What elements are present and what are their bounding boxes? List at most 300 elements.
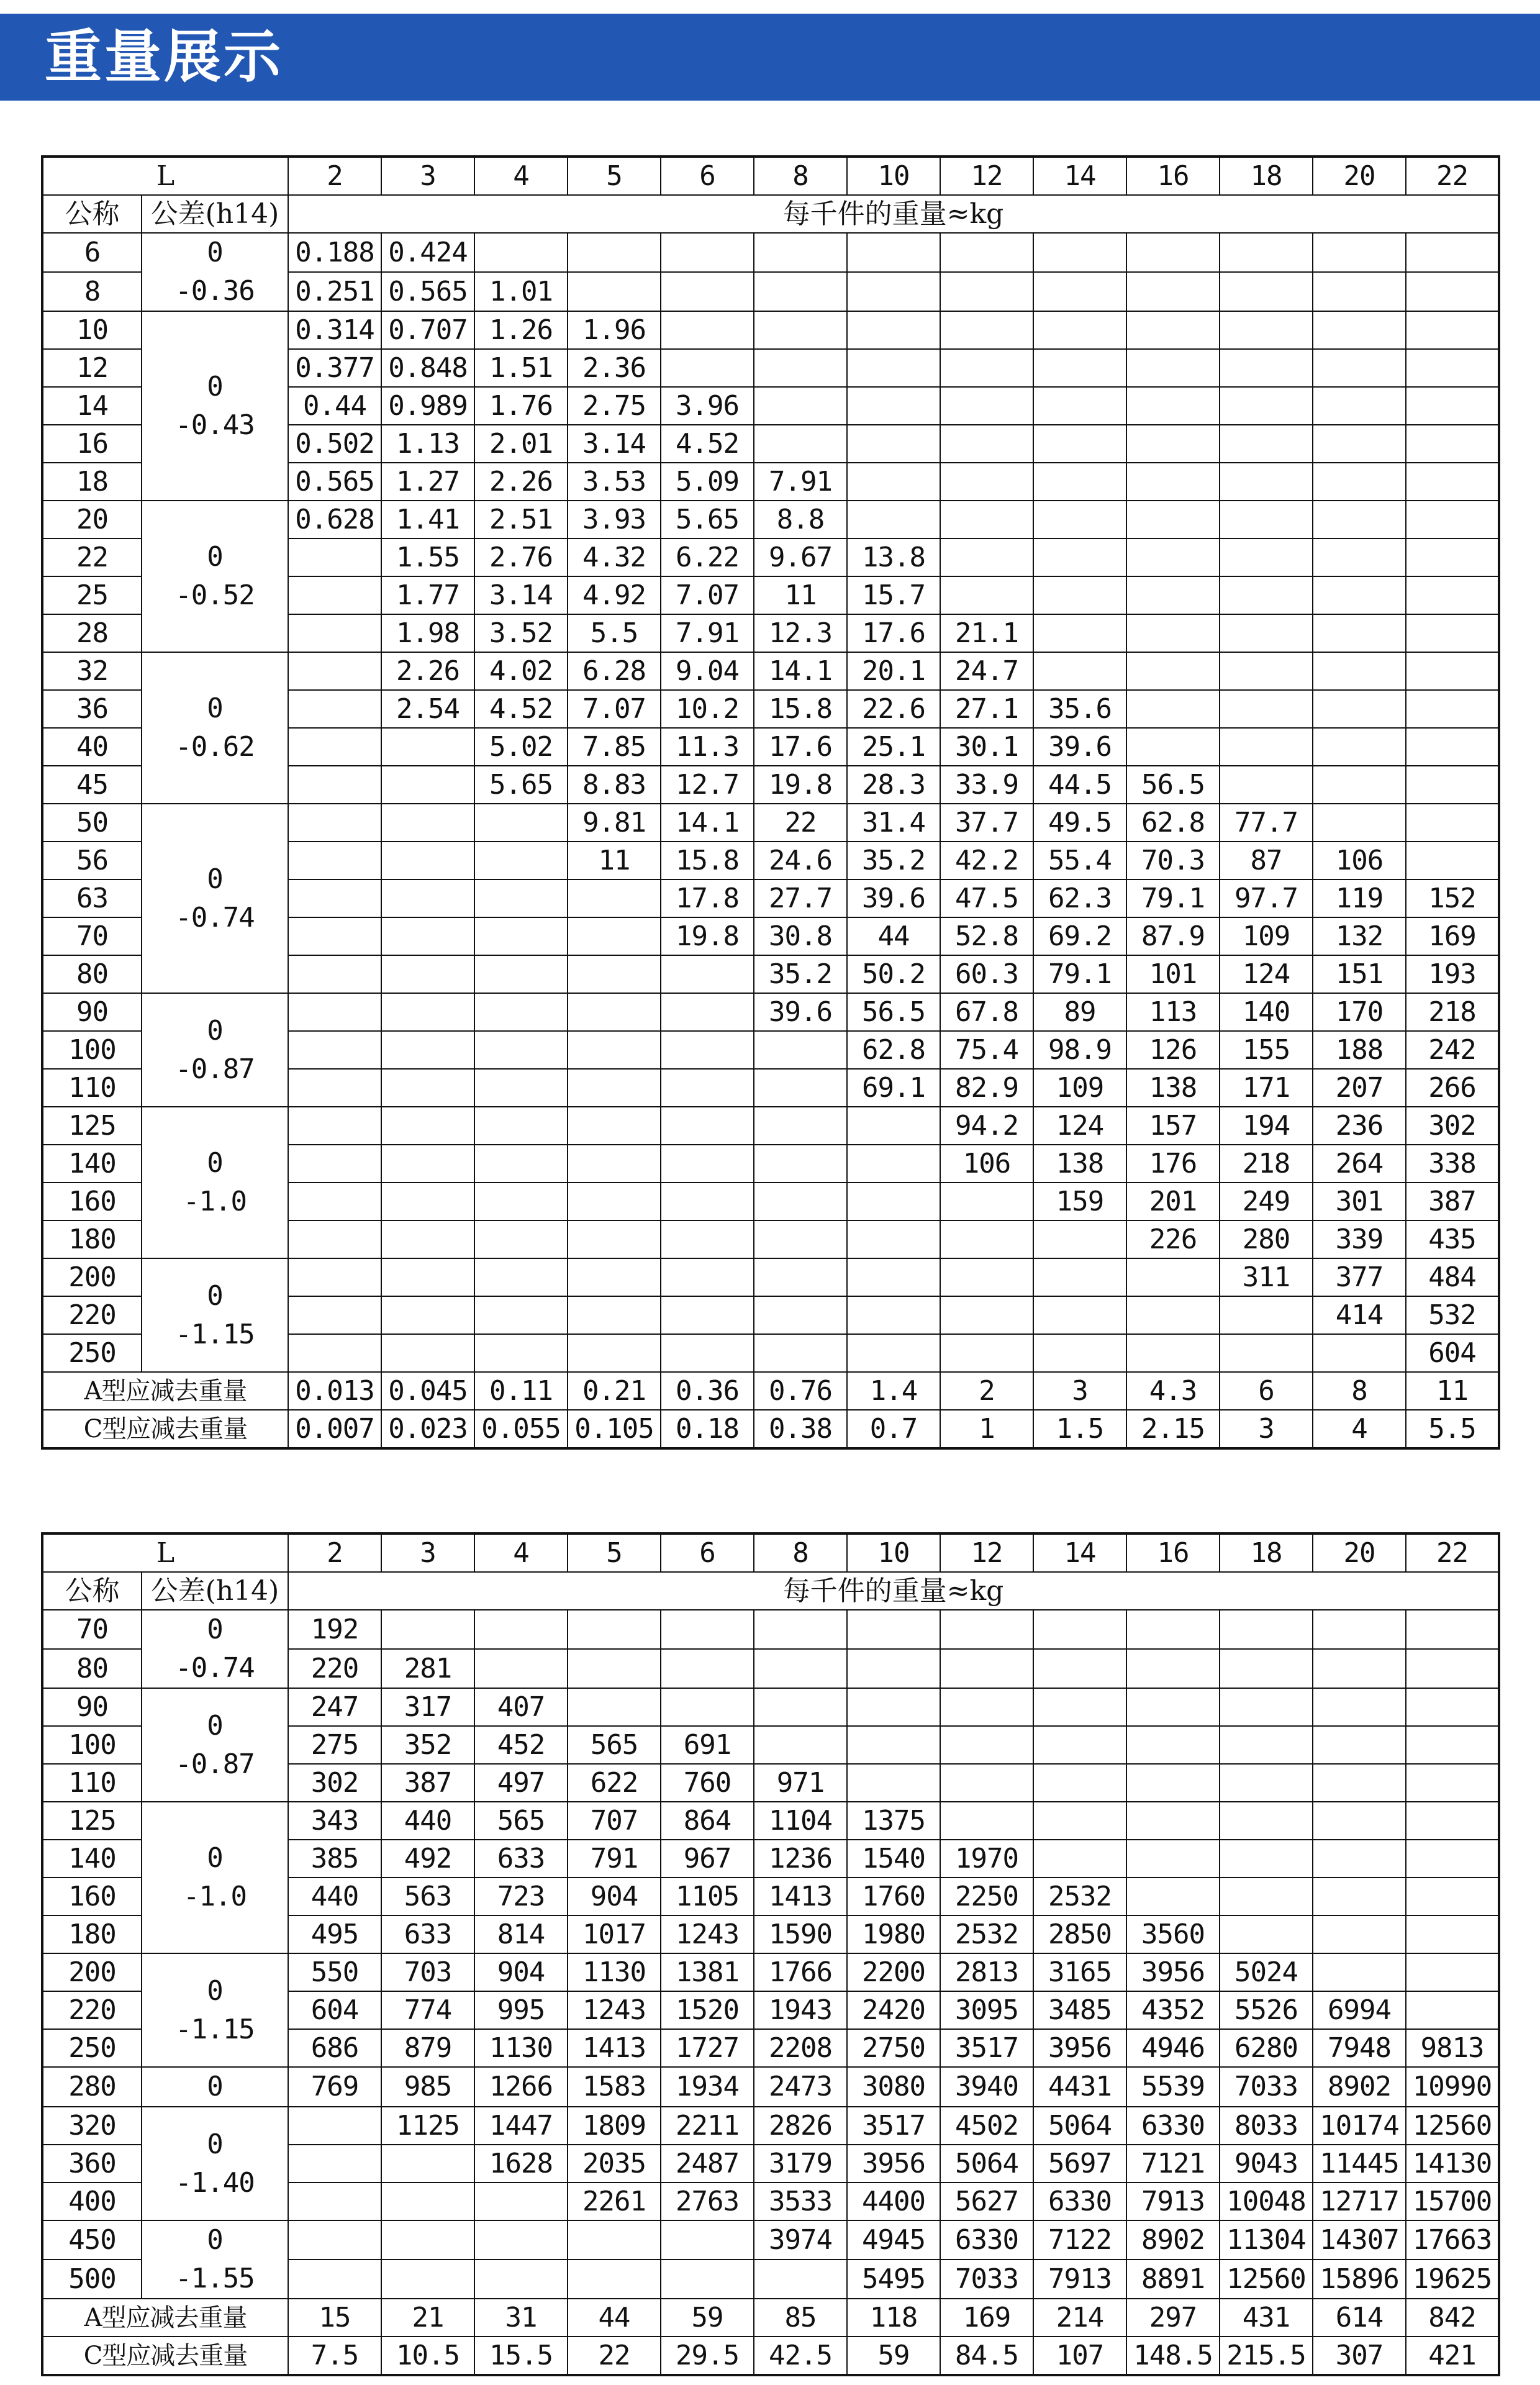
weight-cell: 132 [1313, 917, 1406, 955]
tolerance-upper: 0 [207, 2071, 223, 2102]
deduction-cell: 148.5 [1126, 2337, 1220, 2375]
weight-cell [1033, 576, 1126, 614]
weight-cell: 0.377 [288, 349, 381, 387]
tolerance-upper: 0 [207, 1147, 223, 1179]
deduction-cell: 6 [1220, 1372, 1313, 1410]
weight-cell: 8.8 [754, 501, 847, 538]
weight-cell [288, 2183, 381, 2220]
weight-cell: 1628 [474, 2145, 568, 2183]
deduction-label: C型应减去重量 [42, 1410, 288, 1448]
weight-cell: 98.9 [1033, 1031, 1126, 1069]
weight-cell: 6280 [1220, 2029, 1313, 2067]
weight-cell [847, 463, 940, 501]
weight-cell: 42.2 [940, 842, 1033, 879]
weight-cell [288, 690, 381, 728]
weight-cell [1220, 349, 1313, 387]
length-header: 12 [940, 1533, 1033, 1572]
weight-cell: 11304 [1220, 2220, 1313, 2260]
weight-cell: 31.4 [847, 804, 940, 842]
weight-cell [1406, 766, 1499, 804]
weight-cell: 8891 [1126, 2260, 1220, 2299]
weight-cell [288, 614, 381, 652]
weight-cell: 9813 [1406, 2029, 1499, 2067]
weight-cell: 1375 [847, 1802, 940, 1840]
weight-cell: 343 [288, 1802, 381, 1840]
weight-cell [568, 1610, 661, 1649]
weight-cell [1220, 1688, 1313, 1726]
deduction-cell: 118 [847, 2299, 940, 2337]
weight-cell: 7.07 [568, 690, 661, 728]
tolerance-upper: 0 [207, 1842, 223, 1874]
table-row [42, 1802, 1499, 1840]
tolerance-cell [142, 1688, 288, 1802]
page-title: 重量展示 [45, 24, 284, 90]
weight-cell [1406, 1649, 1499, 1688]
nominal-diameter: 45 [42, 766, 142, 804]
weight-cell: 169 [1406, 917, 1499, 955]
weight-cell: 0.44 [288, 387, 381, 425]
weight-cell: 604 [1406, 1334, 1499, 1372]
weight-cell [1126, 690, 1220, 728]
weight-cell [1313, 804, 1406, 842]
weight-cell: 7.07 [661, 576, 754, 614]
weight-cell: 17.8 [661, 879, 754, 917]
weight-cell: 1.55 [381, 538, 474, 576]
weight-cell: 1.98 [381, 614, 474, 652]
weight-cell: 37.7 [940, 804, 1033, 842]
weight-cell: 12.7 [661, 766, 754, 804]
weight-cell: 7948 [1313, 2029, 1406, 2067]
weight-cell [1313, 387, 1406, 425]
weight-cell: 3940 [940, 2067, 1033, 2107]
deduction-cell: 0.7 [847, 1410, 940, 1448]
weight-cell [847, 1183, 940, 1220]
weight-cell: 3956 [847, 2145, 940, 2183]
weight-cell: 218 [1220, 1145, 1313, 1183]
weight-cell [661, 2220, 754, 2260]
weight-cell: 56.5 [1126, 766, 1220, 804]
deduction-cell: 15 [288, 2299, 381, 2337]
weight-cell: 39.6 [847, 879, 940, 917]
tolerance-cell [142, 233, 288, 311]
weight-cell: 302 [288, 1764, 381, 1802]
weight-cell: 124 [1220, 955, 1313, 993]
table-row [42, 1258, 1499, 1296]
weight-cell: 2826 [754, 2107, 847, 2145]
weight-cell: 249 [1220, 1183, 1313, 1220]
weight-cell [661, 1649, 754, 1688]
tolerance-upper: 0 [207, 1709, 223, 1742]
weight-cell [288, 538, 381, 576]
tolerance-upper: 0 [207, 541, 223, 573]
weight-cell: 338 [1406, 1145, 1499, 1183]
tolerance-lower: -0.52 [175, 579, 255, 611]
weight-cell [1033, 1649, 1126, 1688]
weight-cell [568, 272, 661, 311]
weight-cell: 79.1 [1126, 879, 1220, 917]
weight-cell [1313, 652, 1406, 690]
weight-cell [568, 2220, 661, 2260]
weight-cell: 3974 [754, 2220, 847, 2260]
weight-cell: 2.54 [381, 690, 474, 728]
weight-cell: 686 [288, 2029, 381, 2067]
nominal-diameter: 20 [42, 501, 142, 538]
weight-cell [381, 804, 474, 842]
weight-cell [288, 993, 381, 1031]
tolerance-header: 公差(h14) [142, 1572, 288, 1610]
nominal-diameter: 100 [42, 1031, 142, 1069]
weight-cell: 218 [1406, 993, 1499, 1031]
weight-cell: 97.7 [1220, 879, 1313, 917]
weight-cell: 266 [1406, 1069, 1499, 1107]
weight-cell [1220, 690, 1313, 728]
weight-cell: 170 [1313, 993, 1406, 1031]
weight-cell [1126, 463, 1220, 501]
weight-cell [754, 1031, 847, 1069]
length-header: 4 [474, 1533, 568, 1572]
weight-cell: 159 [1033, 1183, 1126, 1220]
weight-cell: 1130 [474, 2029, 568, 2067]
weight-cell [847, 1649, 940, 1688]
weight-cell [1126, 387, 1220, 425]
weight-cell: 30.8 [754, 917, 847, 955]
weight-cell: 1105 [661, 1878, 754, 1915]
weight-cell [661, 1334, 754, 1372]
weight-table-small [41, 155, 1500, 1450]
weight-cell: 1243 [661, 1915, 754, 1953]
deduction-cell: 3 [1033, 1372, 1126, 1410]
nominal-diameter: 25 [42, 576, 142, 614]
nominal-diameter: 500 [42, 2260, 142, 2299]
weight-cell: 8902 [1126, 2220, 1220, 2260]
weight-cell [1313, 1649, 1406, 1688]
weight-cell: 9043 [1220, 2145, 1313, 2183]
weight-cell: 760 [661, 1764, 754, 1802]
weight-cell: 879 [381, 2029, 474, 2067]
weight-cell [1220, 1649, 1313, 1688]
weight-cell [381, 2260, 474, 2299]
deduction-cell: 11 [1406, 1372, 1499, 1410]
weight-cell: 19.8 [754, 766, 847, 804]
weight-cell: 14.1 [661, 804, 754, 842]
weight-cell: 497 [474, 1764, 568, 1802]
weight-cell: 44 [847, 917, 940, 955]
subheader-row [42, 195, 1499, 233]
weight-cell [474, 955, 568, 993]
weight-cell [661, 311, 754, 349]
weight-cell: 1520 [661, 1991, 754, 2029]
weight-cell: 10990 [1406, 2067, 1499, 2107]
weight-cell [568, 1220, 661, 1258]
weight-cell: 39.6 [754, 993, 847, 1031]
weight-cell [474, 1649, 568, 1688]
weight-cell [1406, 1953, 1499, 1991]
weight-cell [940, 1726, 1033, 1764]
weight-cell [940, 1688, 1033, 1726]
weight-cell: 2261 [568, 2183, 661, 2220]
deduction-cell: 214 [1033, 2299, 1126, 2337]
weight-cell: 281 [381, 1649, 474, 1688]
weight-cell: 2200 [847, 1953, 940, 1991]
weight-cell [568, 1296, 661, 1334]
weight-cell: 3956 [1033, 2029, 1126, 2067]
weight-cell: 7033 [940, 2260, 1033, 2299]
weight-cell: 1760 [847, 1878, 940, 1915]
weight-cell: 13.8 [847, 538, 940, 576]
weight-cell [288, 1258, 381, 1296]
weight-cell: 5.5 [568, 614, 661, 652]
weight-cell: 82.9 [940, 1069, 1033, 1107]
nominal-diameter: 180 [42, 1915, 142, 1953]
weight-cell [1313, 1953, 1406, 1991]
weight-cell: 2.26 [474, 463, 568, 501]
weight-cell: 3517 [940, 2029, 1033, 2067]
weight-cell [1406, 272, 1499, 311]
nominal-diameter: 22 [42, 538, 142, 576]
weight-cell [847, 1334, 940, 1372]
weight-cell: 7913 [1126, 2183, 1220, 2220]
weight-cell [474, 1183, 568, 1220]
weight-cell: 119 [1313, 879, 1406, 917]
deduction-cell: 0.105 [568, 1410, 661, 1448]
tolerance-cell [142, 652, 288, 804]
weight-cell [754, 1649, 847, 1688]
weight-cell: 193 [1406, 955, 1499, 993]
deduction-cell: 22 [568, 2337, 661, 2375]
weight-cell [847, 1145, 940, 1183]
weight-cell: 113 [1126, 993, 1220, 1031]
nominal-diameter: 28 [42, 614, 142, 652]
weight-cell [1313, 233, 1406, 272]
weight-cell: 4400 [847, 2183, 940, 2220]
weight-cell [661, 349, 754, 387]
weight-cell: 2473 [754, 2067, 847, 2107]
weight-cell: 140 [1220, 993, 1313, 1031]
weight-cell: 70.3 [1126, 842, 1220, 879]
weight-cell: 5064 [1033, 2107, 1126, 2145]
weight-cell: 25.1 [847, 728, 940, 766]
deduction-label: C型应减去重量 [42, 2337, 288, 2375]
weight-cell [1406, 1726, 1499, 1764]
weight-cell [381, 1145, 474, 1183]
weight-cell [1313, 1764, 1406, 1802]
weight-cell: 10174 [1313, 2107, 1406, 2145]
weight-cell [1033, 1840, 1126, 1878]
weight-cell: 0.565 [288, 463, 381, 501]
tolerance-upper: 0 [207, 1014, 223, 1047]
weight-cell [940, 1334, 1033, 1372]
weight-cell [381, 842, 474, 879]
weight-cell [661, 1220, 754, 1258]
weight-cell: 4502 [940, 2107, 1033, 2145]
weight-cell: 2420 [847, 1991, 940, 2029]
weight-cell [847, 311, 940, 349]
tolerance-cell [142, 1802, 288, 1953]
weight-cell: 4352 [1126, 1991, 1220, 2029]
weight-cell [474, 1334, 568, 1372]
weight-cell [1406, 1802, 1499, 1840]
weight-cell [1126, 1840, 1220, 1878]
weight-cell [1406, 614, 1499, 652]
weight-cell [847, 1220, 940, 1258]
weight-cell: 7913 [1033, 2260, 1126, 2299]
weight-cell: 0.314 [288, 311, 381, 349]
weight-cell [940, 1258, 1033, 1296]
weight-cell: 138 [1126, 1069, 1220, 1107]
weight-cell [847, 1764, 940, 1802]
weight-cell [754, 1258, 847, 1296]
weight-cell [381, 879, 474, 917]
nominal-diameter: 450 [42, 2220, 142, 2260]
weight-cell: 4.02 [474, 652, 568, 690]
weight-cell [940, 501, 1033, 538]
length-header: 6 [661, 1533, 754, 1572]
weight-cell: 2.26 [381, 652, 474, 690]
tolerance-upper: 0 [207, 2224, 223, 2256]
weight-cell: 622 [568, 1764, 661, 1802]
table-row [42, 993, 1499, 1031]
subheader-row [42, 1572, 1499, 1610]
weight-cell [754, 1145, 847, 1183]
weight-cell: 0.848 [381, 349, 474, 387]
deduction-cell: 15.5 [474, 2337, 568, 2375]
length-header: 8 [754, 157, 847, 195]
weight-cell [1220, 1878, 1313, 1915]
weight-cell [288, 1107, 381, 1145]
weight-cell [381, 1258, 474, 1296]
weight-cell: 152 [1406, 879, 1499, 917]
deduction-cell: 842 [1406, 2299, 1499, 2337]
weight-cell: 0.502 [288, 425, 381, 463]
weight-cell: 24.7 [940, 652, 1033, 690]
weight-cell: 10048 [1220, 2183, 1313, 2220]
deduction-label: A型应减去重量 [42, 2299, 288, 2337]
nominal-diameter: 32 [42, 652, 142, 690]
weight-cell [381, 1107, 474, 1145]
weight-cell: 1104 [754, 1802, 847, 1840]
tolerance-lower: -1.55 [175, 2263, 255, 2294]
weight-cell: 452 [474, 1726, 568, 1764]
weight-cell: 703 [381, 1953, 474, 1991]
weight-cell: 435 [1406, 1220, 1499, 1258]
weight-cell: 1.26 [474, 311, 568, 349]
table-row [42, 2107, 1499, 2145]
deduction-cell: 3 [1220, 1410, 1313, 1448]
weight-cell: 52.8 [940, 917, 1033, 955]
weight-cell [940, 272, 1033, 311]
deduction-cell: 4.3 [1126, 1372, 1220, 1410]
weight-cell: 47.5 [940, 879, 1033, 917]
weight-cell [661, 272, 754, 311]
tolerance-cell [142, 311, 288, 501]
nominal-diameter: 125 [42, 1802, 142, 1840]
length-header: 22 [1406, 1533, 1499, 1572]
nominal-diameter: 220 [42, 1991, 142, 2029]
weight-cell: 24.6 [754, 842, 847, 879]
weight-cell: 1766 [754, 1953, 847, 1991]
weight-cell [474, 2183, 568, 2220]
deduction-cell: 29.5 [661, 2337, 754, 2375]
weight-cell: 0.565 [381, 272, 474, 311]
weight-cell: 339 [1313, 1220, 1406, 1258]
weight-cell: 0.188 [288, 233, 381, 272]
deduction-cell: 215.5 [1220, 2337, 1313, 2375]
weight-cell [940, 1802, 1033, 1840]
tolerance-upper: 0 [207, 693, 223, 724]
tolerance-cell [142, 1953, 288, 2067]
weight-cell: 2813 [940, 1953, 1033, 1991]
weight-cell [1313, 1802, 1406, 1840]
table-row [42, 2067, 1499, 2107]
weight-cell: 17.6 [847, 614, 940, 652]
weight-cell: 3485 [1033, 1991, 1126, 2029]
weight-cell [847, 272, 940, 311]
weight-cell [1126, 614, 1220, 652]
weight-cell: 774 [381, 1991, 474, 2029]
length-header: 18 [1220, 1533, 1313, 1572]
weight-cell: 532 [1406, 1296, 1499, 1334]
weight-cell: 967 [661, 1840, 754, 1878]
weight-cell: 2.51 [474, 501, 568, 538]
weight-cell: 1236 [754, 1840, 847, 1878]
length-header-label: L [42, 157, 288, 195]
weight-cell: 19.8 [661, 917, 754, 955]
tolerance-header: 公差(h14) [142, 195, 288, 233]
weight-cell [754, 1688, 847, 1726]
weight-cell [568, 879, 661, 917]
weight-cell: 19625 [1406, 2260, 1499, 2299]
deduction-cell: 31 [474, 2299, 568, 2337]
tolerance-upper: 0 [207, 237, 223, 268]
weight-cell [474, 993, 568, 1031]
length-header: 16 [1126, 157, 1220, 195]
weight-cell: 1381 [661, 1953, 754, 1991]
weight-cell [1406, 1840, 1499, 1878]
deduction-cell: 0.18 [661, 1410, 754, 1448]
weight-cell [1220, 311, 1313, 349]
weight-cell [1313, 311, 1406, 349]
weight-cell [1126, 272, 1220, 311]
deduction-cell: 2.15 [1126, 1410, 1220, 1448]
length-header: 5 [568, 157, 661, 195]
weight-cell [1406, 538, 1499, 576]
weight-cell: 1125 [381, 2107, 474, 2145]
weight-cell [1033, 1334, 1126, 1372]
weight-cell: 69.1 [847, 1069, 940, 1107]
weight-cell [1126, 501, 1220, 538]
length-header-label: L [42, 1533, 288, 1572]
weight-cell [1406, 652, 1499, 690]
weight-cell: 971 [754, 1764, 847, 1802]
weight-cell [1313, 1840, 1406, 1878]
nominal-diameter: 220 [42, 1296, 142, 1334]
weight-cell [1406, 728, 1499, 766]
weight-cell [1313, 1610, 1406, 1649]
weight-cell [1033, 272, 1126, 311]
weight-cell [474, 1107, 568, 1145]
weight-cell [661, 233, 754, 272]
weight-cell [568, 1107, 661, 1145]
nominal-diameter: 180 [42, 1220, 142, 1258]
weight-cell: 9.81 [568, 804, 661, 842]
weight-cell [1033, 349, 1126, 387]
weight-cell [1033, 387, 1126, 425]
weight-cell: 151 [1313, 955, 1406, 993]
weight-cell [754, 1296, 847, 1334]
table-row [42, 1953, 1499, 1991]
length-header: 16 [1126, 1533, 1220, 1572]
c-type-deduction-row [42, 1410, 1499, 1448]
